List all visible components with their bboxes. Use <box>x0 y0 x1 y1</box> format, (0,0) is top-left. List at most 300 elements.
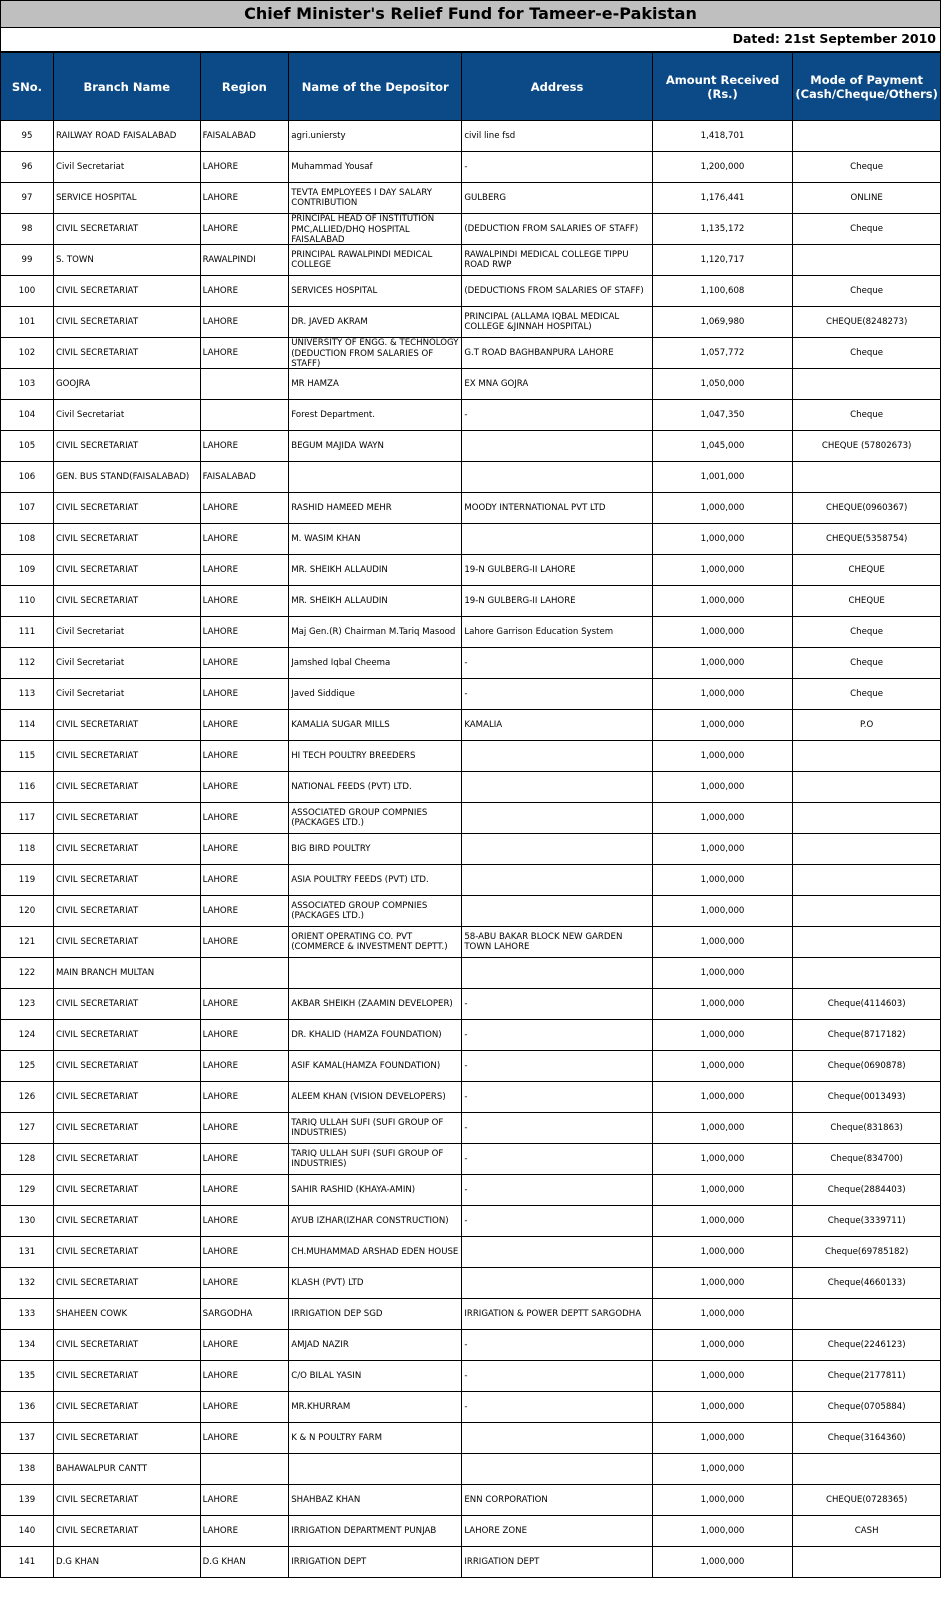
cell-sno <box>1 834 54 865</box>
cell-amount <box>652 1020 793 1051</box>
cell-mode-text: Cheque(3164360) <box>827 1432 906 1443</box>
cell-mode-text: Cheque(2177811) <box>827 1370 906 1381</box>
cell-region-text: LAHORE <box>202 347 239 358</box>
cell-depositor <box>289 834 462 865</box>
cell-sno-text: 128 <box>18 1153 36 1164</box>
cell-branch-text: CIVIL SECRETARIAT <box>55 998 139 1009</box>
cell-amount <box>652 245 793 276</box>
cell-depositor-text: IRRIGATION DEPT <box>291 1556 367 1567</box>
cell-address <box>462 834 652 865</box>
cell-branch-text: CIVIL SECRETARIAT <box>55 502 139 513</box>
cell-branch-text: CIVIL SECRETARIAT <box>55 1153 139 1164</box>
table-row <box>1 1547 941 1578</box>
cell-depositor-text: DR. KHALID (HAMZA FOUNDATION) <box>291 1029 442 1040</box>
cell-mode <box>793 1144 941 1175</box>
table-row <box>1 834 941 865</box>
cell-address <box>462 276 652 307</box>
cell-region-text: LAHORE <box>202 998 239 1009</box>
cell-depositor-text: TARIQ ULLAH SUFI (SUFI GROUP OF INDUSTRIES) <box>291 1117 444 1138</box>
cell-branch <box>53 1051 200 1082</box>
table-row <box>1 369 941 400</box>
cell-mode <box>793 741 941 772</box>
cell-sno-text: 127 <box>18 1122 36 1133</box>
cell-region <box>200 1299 289 1330</box>
cell-mode-text: CHEQUE <box>848 564 885 575</box>
cell-depositor <box>289 152 462 183</box>
cell-mode-text: Cheque(8717182) <box>827 1029 906 1040</box>
cell-branch-text: S. TOWN <box>55 254 94 265</box>
cell-region <box>200 214 289 245</box>
cell-address <box>462 586 652 617</box>
cell-amount-text: 1,000,000 <box>700 843 745 854</box>
cell-address-text: - <box>464 657 468 668</box>
table-row <box>1 183 941 214</box>
cell-mode <box>793 307 941 338</box>
cell-branch <box>53 369 200 400</box>
cell-address <box>462 803 652 834</box>
page-title: Chief Minister's Relief Fund for Tameer-e-Pakistan <box>0 0 941 28</box>
cell-amount <box>652 741 793 772</box>
cell-region <box>200 1206 289 1237</box>
cell-amount-text: 1,000,000 <box>700 1308 745 1319</box>
cell-region <box>200 617 289 648</box>
cell-region-text: LAHORE <box>202 223 239 234</box>
cell-sno-text: 138 <box>18 1463 36 1474</box>
column-header-region: Region <box>200 53 289 121</box>
cell-region <box>200 431 289 462</box>
cell-depositor <box>289 493 462 524</box>
cell-depositor <box>289 1423 462 1454</box>
cell-sno <box>1 648 54 679</box>
cell-sno <box>1 462 54 493</box>
cell-region-text: FAISALABAD <box>202 130 256 141</box>
cell-depositor <box>289 121 462 152</box>
cell-region <box>200 896 289 927</box>
cell-address <box>462 865 652 896</box>
cell-amount-text: 1,000,000 <box>700 1401 745 1412</box>
cell-sno <box>1 865 54 896</box>
cell-amount <box>652 1547 793 1578</box>
cell-region <box>200 1051 289 1082</box>
cell-branch-text: CIVIL SECRETARIAT <box>55 285 139 296</box>
cell-address <box>462 1051 652 1082</box>
table-row <box>1 1516 941 1547</box>
cell-branch <box>53 245 200 276</box>
cell-branch-text: SERVICE HOSPITAL <box>55 192 137 203</box>
cell-sno <box>1 524 54 555</box>
cell-region <box>200 834 289 865</box>
cell-region-text: LAHORE <box>202 564 239 575</box>
cell-amount-text: 1,000,000 <box>700 564 745 575</box>
cell-address <box>462 989 652 1020</box>
cell-amount-text: 1,045,000 <box>700 440 745 451</box>
cell-amount <box>652 1082 793 1113</box>
cell-address-text: - <box>464 409 468 420</box>
cell-region <box>200 679 289 710</box>
table-row <box>1 1113 941 1144</box>
cell-sno <box>1 1392 54 1423</box>
cell-mode-text: Cheque(834700) <box>830 1153 903 1164</box>
cell-address-text: - <box>464 1401 468 1412</box>
cell-depositor-text: MR HAMZA <box>291 378 339 389</box>
cell-amount-text: 1,069,980 <box>700 316 745 327</box>
cell-address <box>462 617 652 648</box>
cell-branch-text: CIVIL SECRETARIAT <box>55 1029 139 1040</box>
cell-mode <box>793 834 941 865</box>
cell-mode-text: Cheque(2884403) <box>827 1184 906 1195</box>
cell-mode-text: Cheque(831863) <box>830 1122 903 1133</box>
cell-branch <box>53 679 200 710</box>
cell-branch-text: CIVIL SECRETARIAT <box>55 440 139 451</box>
cell-region <box>200 927 289 958</box>
table-row <box>1 276 941 307</box>
cell-sno <box>1 400 54 431</box>
cell-sno <box>1 1237 54 1268</box>
cell-mode <box>793 276 941 307</box>
cell-mode <box>793 1361 941 1392</box>
cell-amount-text: 1,000,000 <box>700 936 745 947</box>
column-header-amount: Amount Received (Rs.) <box>652 53 793 121</box>
cell-depositor-text: SAHIR RASHID (KHAYA-AMIN) <box>291 1184 416 1195</box>
cell-depositor-text: KAMALIA SUGAR MILLS <box>291 719 390 730</box>
cell-address <box>462 1516 652 1547</box>
cell-amount <box>652 1330 793 1361</box>
cell-mode <box>793 958 941 989</box>
cell-depositor <box>289 555 462 586</box>
cell-sno-text: 109 <box>18 564 36 575</box>
cell-depositor <box>289 1547 462 1578</box>
cell-sno-text: 98 <box>21 223 33 234</box>
cell-amount-text: 1,000,000 <box>700 533 745 544</box>
cell-sno <box>1 1361 54 1392</box>
cell-mode-text: Cheque <box>850 161 884 172</box>
cell-mode <box>793 1237 941 1268</box>
cell-region <box>200 1454 289 1485</box>
cell-address <box>462 214 652 245</box>
cell-branch-text: Civil Secretariat <box>55 626 125 637</box>
table-row <box>1 493 941 524</box>
cell-sno-text: 126 <box>18 1091 36 1102</box>
cell-depositor-text: Forest Department. <box>291 409 376 420</box>
cell-region-text: LAHORE <box>202 1432 239 1443</box>
cell-address <box>462 710 652 741</box>
cell-mode <box>793 1082 941 1113</box>
cell-depositor <box>289 710 462 741</box>
table-row <box>1 1330 941 1361</box>
cell-address <box>462 1299 652 1330</box>
cell-branch <box>53 896 200 927</box>
cell-region <box>200 989 289 1020</box>
cell-branch <box>53 555 200 586</box>
cell-address <box>462 183 652 214</box>
cell-amount-text: 1,000,000 <box>700 905 745 916</box>
cell-amount <box>652 1206 793 1237</box>
cell-mode <box>793 369 941 400</box>
cell-mode <box>793 183 941 214</box>
cell-sno <box>1 679 54 710</box>
cell-region-text: LAHORE <box>202 843 239 854</box>
cell-depositor <box>289 245 462 276</box>
cell-depositor-text: BEGUM MAJIDA WAYN <box>291 440 384 451</box>
cell-depositor-text: TARIQ ULLAH SUFI (SUFI GROUP OF INDUSTRIES) <box>291 1148 444 1169</box>
cell-amount-text: 1,000,000 <box>700 1463 745 1474</box>
cell-sno <box>1 1082 54 1113</box>
cell-sno-text: 100 <box>18 285 36 296</box>
cell-region-text: LAHORE <box>202 1339 239 1350</box>
cell-sno <box>1 803 54 834</box>
cell-address-text: - <box>464 161 468 172</box>
cell-region-text: LAHORE <box>202 1184 239 1195</box>
cell-amount-text: 1,000,000 <box>700 998 745 1009</box>
cell-depositor-text: MR. SHEIKH ALLAUDIN <box>291 595 388 606</box>
cell-branch-text: Civil Secretariat <box>55 161 125 172</box>
cell-mode-text: CHEQUE(8248273) <box>825 316 908 327</box>
cell-branch-text: Civil Secretariat <box>55 657 125 668</box>
cell-sno-text: 135 <box>18 1370 36 1381</box>
cell-mode <box>793 338 941 369</box>
cell-region <box>200 1392 289 1423</box>
cell-address-text: IRRIGATION & POWER DEPTT SARGODHA <box>464 1308 642 1319</box>
cell-branch-text: CIVIL SECRETARIAT <box>55 781 139 792</box>
cell-branch-text: CIVIL SECRETARIAT <box>55 1060 139 1071</box>
cell-mode <box>793 648 941 679</box>
cell-address-text: - <box>464 1060 468 1071</box>
cell-branch-text: CIVIL SECRETARIAT <box>55 1091 139 1102</box>
cell-sno <box>1 989 54 1020</box>
cell-address-text: Lahore Garrison Education System <box>464 626 614 637</box>
cell-sno-text: 136 <box>18 1401 36 1412</box>
cell-branch <box>53 1268 200 1299</box>
cell-mode <box>793 1423 941 1454</box>
cell-sno-text: 141 <box>18 1556 36 1567</box>
cell-depositor-text: CH.MUHAMMAD ARSHAD EDEN HOUSE <box>291 1246 459 1257</box>
cell-mode-text: ONLINE <box>850 192 883 203</box>
cell-depositor <box>289 1206 462 1237</box>
cell-address-text: - <box>464 1370 468 1381</box>
cell-branch <box>53 1547 200 1578</box>
cell-amount-text: 1,135,172 <box>700 223 745 234</box>
cell-region-text: LAHORE <box>202 657 239 668</box>
cell-branch-text: BAHAWALPUR CANTT <box>55 1463 148 1474</box>
table-row <box>1 896 941 927</box>
cell-branch <box>53 1113 200 1144</box>
cell-branch <box>53 1516 200 1547</box>
cell-amount-text: 1,000,000 <box>700 967 745 978</box>
cell-amount-text: 1,000,000 <box>700 1339 745 1350</box>
cell-region-text: LAHORE <box>202 1122 239 1133</box>
cell-sno-text: 117 <box>18 812 36 823</box>
cell-address <box>462 462 652 493</box>
cell-address-text: RAWALPINDI MEDICAL COLLEGE TIPPU ROAD RWP <box>464 249 629 270</box>
cell-sno <box>1 245 54 276</box>
table-row <box>1 400 941 431</box>
cell-mode <box>793 1485 941 1516</box>
cell-depositor <box>289 865 462 896</box>
cell-address-text: 19-N GULBERG-II LAHORE <box>464 564 576 575</box>
cell-address <box>462 1423 652 1454</box>
cell-region <box>200 1330 289 1361</box>
cell-region-text: LAHORE <box>202 936 239 947</box>
cell-branch <box>53 1392 200 1423</box>
table-row <box>1 679 941 710</box>
column-header-address: Address <box>462 53 652 121</box>
cell-depositor-text: HI TECH POULTRY BREEDERS <box>291 750 416 761</box>
cell-address <box>462 369 652 400</box>
cell-depositor <box>289 1113 462 1144</box>
cell-depositor <box>289 1175 462 1206</box>
table-row <box>1 617 941 648</box>
cell-branch <box>53 1206 200 1237</box>
cell-sno-text: 125 <box>18 1060 36 1071</box>
table-row <box>1 1020 941 1051</box>
cell-sno-text: 123 <box>18 998 36 1009</box>
cell-region <box>200 958 289 989</box>
cell-amount <box>652 276 793 307</box>
cell-address <box>462 1268 652 1299</box>
table-row <box>1 121 941 152</box>
cell-address-text: MOODY INTERNATIONAL PVT LTD <box>464 502 606 513</box>
cell-depositor <box>289 214 462 245</box>
cell-mode-text: CHEQUE (57802673) <box>821 440 912 451</box>
cell-depositor-text: AKBAR SHEIKH (ZAAMIN DEVELOPER) <box>291 998 453 1009</box>
cell-depositor-text: M. WASIM KHAN <box>291 533 361 544</box>
cell-depositor-text: C/O BILAL YASIN <box>291 1370 362 1381</box>
donations-table <box>0 52 941 1578</box>
cell-depositor <box>289 369 462 400</box>
cell-depositor <box>289 927 462 958</box>
cell-mode <box>793 586 941 617</box>
cell-region <box>200 338 289 369</box>
cell-depositor-text: IRRIGATION DEPARTMENT PUNJAB <box>291 1525 437 1536</box>
cell-branch <box>53 462 200 493</box>
cell-amount-text: 1,000,000 <box>700 657 745 668</box>
cell-region <box>200 1144 289 1175</box>
cell-depositor-text: IRRIGATION DEP SGD <box>291 1308 383 1319</box>
cell-mode-text: Cheque(2246123) <box>827 1339 906 1350</box>
cell-amount-text: 1,000,000 <box>700 688 745 699</box>
cell-amount <box>652 1485 793 1516</box>
cell-mode-text: Cheque <box>850 409 884 420</box>
cell-mode <box>793 1454 941 1485</box>
cell-region-text: SARGODHA <box>202 1308 253 1319</box>
cell-mode-text: P.O <box>859 719 874 730</box>
cell-mode <box>793 772 941 803</box>
cell-depositor <box>289 400 462 431</box>
cell-region <box>200 152 289 183</box>
cell-branch <box>53 338 200 369</box>
cell-branch-text: CIVIL SECRETARIAT <box>55 564 139 575</box>
cell-amount <box>652 865 793 896</box>
cell-branch-text: CIVIL SECRETARIAT <box>55 316 139 327</box>
cell-region-text: LAHORE <box>202 595 239 606</box>
table-row <box>1 772 941 803</box>
cell-sno <box>1 1051 54 1082</box>
cell-address <box>462 400 652 431</box>
dated-line <box>0 27 941 52</box>
cell-amount-text: 1,000,000 <box>700 1091 745 1102</box>
cell-branch-text: CIVIL SECRETARIAT <box>55 223 139 234</box>
cell-branch <box>53 431 200 462</box>
cell-address-text: KAMALIA <box>464 719 503 730</box>
cell-address <box>462 1392 652 1423</box>
cell-branch-text: CIVIL SECRETARIAT <box>55 347 139 358</box>
cell-address-text: PRINCIPAL (ALLAMA IQBAL MEDICAL COLLEGE &JINNAH HOSPITAL) <box>464 311 620 332</box>
cell-sno <box>1 741 54 772</box>
cell-sno <box>1 1547 54 1578</box>
cell-depositor-text: Muhammad Yousaf <box>291 161 373 172</box>
cell-sno-text: 122 <box>18 967 36 978</box>
cell-depositor-text: ASIF KAMAL(HAMZA FOUNDATION) <box>291 1060 441 1071</box>
cell-mode <box>793 710 941 741</box>
cell-depositor-text: MR. SHEIKH ALLAUDIN <box>291 564 388 575</box>
cell-region-text: LAHORE <box>202 750 239 761</box>
cell-sno-text: 124 <box>18 1029 36 1040</box>
cell-amount <box>652 834 793 865</box>
cell-address <box>462 1206 652 1237</box>
cell-amount-text: 1,000,000 <box>700 1184 745 1195</box>
cell-address <box>462 1485 652 1516</box>
cell-branch-text: RAILWAY ROAD FAISALABAD <box>55 130 177 141</box>
cell-address <box>462 338 652 369</box>
cell-depositor-text: SERVICES HOSPITAL <box>291 285 378 296</box>
cell-sno-text: 133 <box>18 1308 36 1319</box>
cell-mode-text: CHEQUE(0960367) <box>825 502 908 513</box>
cell-sno-text: 101 <box>18 316 36 327</box>
cell-branch <box>53 648 200 679</box>
cell-depositor-text: AYUB IZHAR(IZHAR CONSTRUCTION) <box>291 1215 449 1226</box>
cell-amount <box>652 462 793 493</box>
cell-sno <box>1 1020 54 1051</box>
cell-region <box>200 1237 289 1268</box>
cell-depositor <box>289 462 462 493</box>
cell-amount-text: 1,000,000 <box>700 1494 745 1505</box>
cell-address <box>462 1175 652 1206</box>
column-header-depositor: Name of the Depositor <box>289 53 462 121</box>
cell-region-text: LAHORE <box>202 1091 239 1102</box>
cell-sno-text: 96 <box>21 161 33 172</box>
cell-region-text: LAHORE <box>202 1029 239 1040</box>
cell-address-text: - <box>464 1339 468 1350</box>
cell-mode <box>793 121 941 152</box>
cell-mode-text: Cheque(3339711) <box>827 1215 906 1226</box>
cell-depositor <box>289 1237 462 1268</box>
cell-mode <box>793 1547 941 1578</box>
cell-region <box>200 369 289 400</box>
cell-sno <box>1 121 54 152</box>
cell-sno <box>1 493 54 524</box>
cell-depositor <box>289 772 462 803</box>
table-row <box>1 1361 941 1392</box>
cell-amount-text: 1,000,000 <box>700 781 745 792</box>
cell-region <box>200 245 289 276</box>
cell-mode <box>793 927 941 958</box>
cell-sno <box>1 1330 54 1361</box>
cell-mode <box>793 896 941 927</box>
cell-sno <box>1 338 54 369</box>
cell-region-text: LAHORE <box>202 874 239 885</box>
cell-amount <box>652 989 793 1020</box>
cell-branch-text: CIVIL SECRETARIAT <box>55 1184 139 1195</box>
cell-amount-text: 1,001,000 <box>700 471 745 482</box>
cell-branch <box>53 1237 200 1268</box>
table-row <box>1 462 941 493</box>
cell-branch <box>53 1082 200 1113</box>
cell-address-text: ENN CORPORATION <box>464 1494 548 1505</box>
cell-amount <box>652 648 793 679</box>
cell-sno-text: 115 <box>18 750 36 761</box>
cell-depositor-text: AMJAD NAZIR <box>291 1339 349 1350</box>
cell-sno <box>1 1516 54 1547</box>
